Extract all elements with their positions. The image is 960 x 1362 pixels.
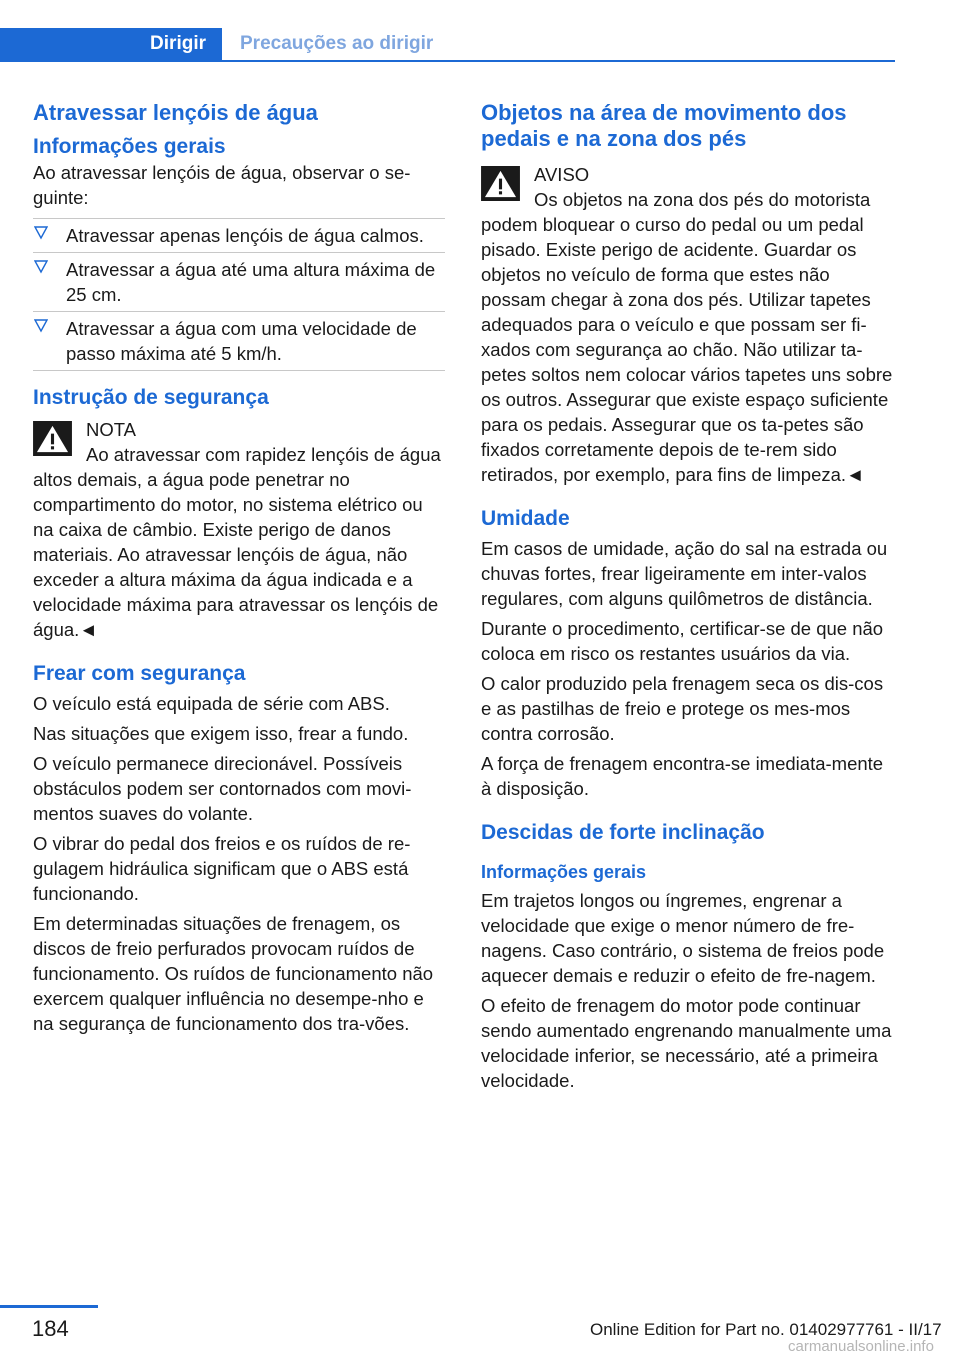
- subheading-descent-general: Informações gerais: [481, 862, 647, 882]
- list-item: [33, 218, 445, 253]
- bullet-triangle-icon: [34, 319, 48, 333]
- tab-precaucoes[interactable]: Precauções ao dirigir: [240, 33, 434, 54]
- left-column: [33, 100, 445, 1041]
- page-number: 184: [32, 1316, 69, 1341]
- list-item: [33, 253, 445, 312]
- brake-paragraph: O veículo está equipada de série com ABS.: [33, 693, 390, 714]
- humidity-paragraph: A força de frenagem encontra-se imediata-mente à disposição.: [481, 753, 884, 799]
- warning-triangle-icon: [33, 421, 72, 456]
- footer-divider: [0, 1305, 98, 1308]
- humidity-paragraph: Em casos de umidade, ação do sal na estrada ou chuvas fortes, frear ligeiramente em inter-valos regulares, com alguns quilômetros de distância.: [481, 538, 888, 609]
- section-title-objects: Objetos na área de movimento dos pedais e na zona dos pés: [481, 100, 847, 151]
- aviso-warning: [481, 162, 895, 487]
- bullet-text: Atravessar a água com uma velocidade de passo máxima até 5 km/h.: [66, 318, 417, 364]
- descent-paragraph: O efeito de frenagem do motor pode continuar sendo aumentado engrenando manualmente uma velocidade inferior, se necessário, até a primeira velocidade.: [481, 995, 892, 1091]
- header-bar: [0, 0, 895, 62]
- water-bullets: [33, 218, 445, 371]
- nota-label: NOTA: [86, 419, 137, 440]
- aviso-text: Os objetos na zona dos pés do motorista podem bloquear o curso do pedal ou um pedal pisado. Existe perigo de acidente. Guardar os objetos no veículo de forma que estes não possam chegar à zona dos pés. Utilizar tapetes adequados para o veículo e que possam ser fi-xados com segurança ao chão. Não utilizar ta-petes soltos nem colocar vários tapetes uns sobre os outros. Assegurar que existe espaço suficiente para os pedais. Assegurar que os ta-petes são fixados corretamente depois de te-rem sido retirados, por exemplo, para fins de limpeza.◄: [481, 189, 893, 485]
- subheading-safety: Instrução de segurança: [33, 386, 269, 409]
- subheading-humidity: Umidade: [481, 507, 570, 530]
- humidity-paragraph: Durante o procedimento, certificar-se de que não coloca em risco os restantes usuários da via.: [481, 618, 884, 664]
- brake-paragraph: O vibrar do pedal dos freios e os ruídos de re-gulagem hidráulica significam que o ABS está funcionando.: [33, 833, 411, 904]
- humidity-paragraph: O calor produzido pela frenagem seca os dis-cos e as pastilhas de freio e protege os mes-mos contra corrosão.: [481, 673, 884, 744]
- subheading-descent: Descidas de forte inclinação: [481, 821, 765, 844]
- bullet-triangle-icon: [34, 226, 48, 240]
- list-item: [33, 312, 445, 371]
- aviso-label: AVISO: [534, 164, 590, 185]
- bullet-triangle-icon: [34, 260, 48, 274]
- brake-paragraph: Em determinadas situações de frenagem, os discos de freio perfurados provocam ruídos de funcionamento. Os ruídos de funcionamento não exercem qualquer influência no desempe-nho e na segurança de funcionamento dos tra-vões.: [33, 913, 434, 1034]
- subheading-brake: Frear com segurança: [33, 662, 246, 685]
- section-title-water: Atravessar lençóis de água: [33, 100, 318, 125]
- bullet-text: Atravessar a água até uma altura máxima de 25 cm.: [66, 259, 436, 305]
- brake-paragraph: Nas situações que exigem isso, frear a fundo.: [33, 723, 409, 744]
- right-column: [481, 100, 895, 1098]
- descent-paragraph: Em trajetos longos ou íngremes, engrenar a velocidade que exige o menor número de fre-nagens. Caso contrário, o sistema de freios pode aquecer demais e reduzir o efeito de fre-nagem.: [481, 890, 885, 986]
- header-divider: [0, 60, 895, 62]
- edition-text: Online Edition for Part no. 01402977761 - II/17: [590, 1320, 942, 1339]
- brake-paragraph: O veículo permanece direcionável. Possíveis obstáculos podem ser contornados com movi-mentos suaves do volante.: [33, 753, 412, 824]
- general-intro: Ao atravessar lençóis de água, observar o se- guinte:: [33, 162, 411, 208]
- nota-warning: [33, 417, 445, 642]
- subheading-general: Informações gerais: [33, 135, 226, 158]
- tab-dirigir[interactable]: Dirigir: [0, 28, 222, 60]
- watermark: carmanualsonline.info: [788, 1338, 934, 1355]
- nota-text: Ao atravessar com rapidez lençóis de água altos demais, a água pode penetrar no compartimento do motor, no sistema elétrico ou na caixa de câmbio. Existe perigo de danos materiais. Ao atravessar lençóis de água, não exceder a altura máxima da água indicada e a velocidade máxima para atravessar os lençóis de água.◄: [33, 444, 441, 640]
- bullet-text: Atravessar apenas lençóis de água calmos.: [66, 225, 424, 246]
- warning-triangle-icon: [481, 166, 520, 201]
